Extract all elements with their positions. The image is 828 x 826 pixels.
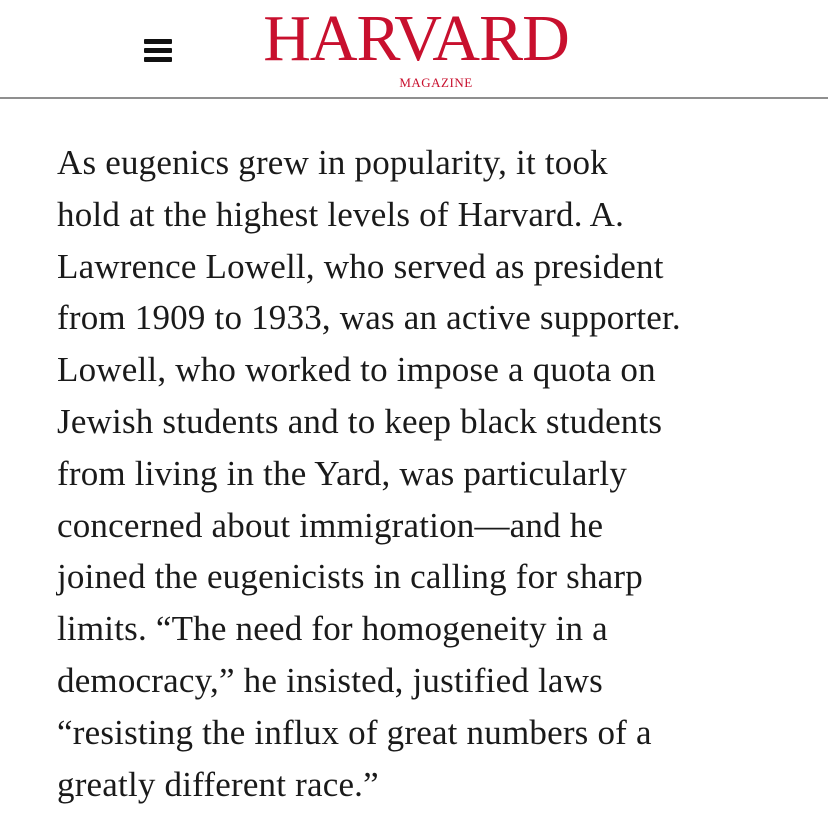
logo-wordmark: HARVARD [263,2,569,75]
article [57,137,797,810]
paragraph-line: limits. “The need for homogeneity in a [57,609,608,649]
harvard-magazine-logo[interactable] [236,2,596,92]
site-header [0,0,828,99]
paragraph-line: Lawrence Lowell, who served as president [57,246,664,286]
logo-subtitle: MAGAZINE [399,75,473,90]
paragraph-line: “resisting the influx of great numbers of a [57,712,652,752]
paragraph-line: greatly different race.” [57,764,379,804]
paragraph-line: joined the eugenicists in calling for sharp [57,557,643,597]
paragraph-line: Lowell, who worked to impose a quota on [57,350,656,390]
paragraph-line: from 1909 to 1933, was an active supporter. [57,298,681,338]
paragraph-line: hold at the highest levels of Harvard. A. [57,194,625,234]
paragraph-line: Jewish students and to keep black students [57,401,663,441]
paragraph-line: from living in the Yard, was particularly [57,453,628,493]
paragraph-line: democracy,” he insisted, justified laws [57,660,603,700]
article-paragraph [57,137,797,810]
menu-button[interactable] [136,32,180,68]
paragraph-line: As eugenics grew in popularity, it took [57,143,608,182]
paragraph-line: concerned about immigration—and he [57,505,604,545]
